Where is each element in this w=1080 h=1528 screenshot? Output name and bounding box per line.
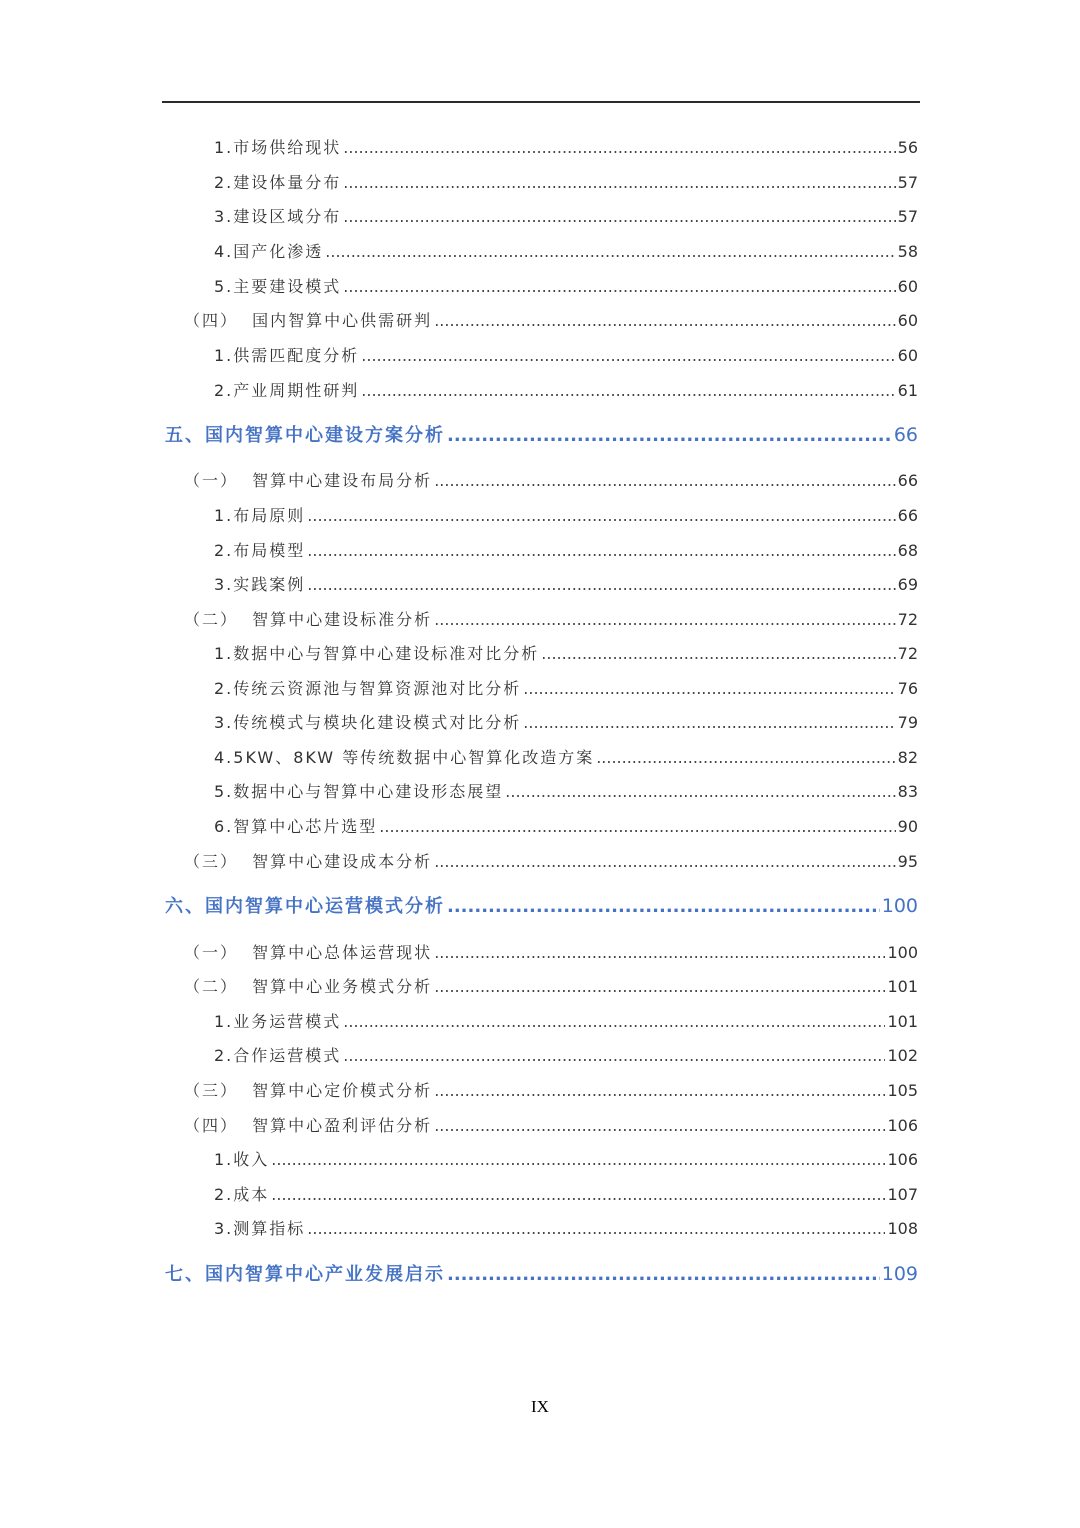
toc-page-number: 66 [893, 424, 918, 446]
toc-leader-dots [271, 1184, 885, 1206]
toc-entry-retrofit-plan[interactable] [214, 747, 918, 769]
toc-leader-dots [596, 747, 895, 769]
toc-entry-label: 1.业务运营模式 [214, 1012, 342, 1031]
toc-entry-metrics[interactable] [214, 1218, 918, 1240]
toc-page-number: 106 [887, 1116, 918, 1135]
toc-leader-dots [361, 345, 895, 367]
toc-entry-practice-cases[interactable] [214, 574, 918, 596]
toc-entry-label: 3.建设区域分布 [214, 207, 342, 226]
toc-leader-dots [343, 276, 895, 298]
toc-leader-dots [271, 1149, 885, 1171]
toc-leader-dots [434, 310, 895, 332]
toc-entry-revenue[interactable] [214, 1149, 918, 1171]
toc-entry-label: （三） 智算中心建设成本分析 [184, 852, 433, 871]
toc-leader-dots [379, 816, 895, 838]
toc-entry-build-modes[interactable] [214, 276, 918, 298]
toc-entry-label: 4.国产化渗透 [214, 242, 324, 261]
toc-entry-label: （一） 智算中心总体运营现状 [184, 943, 433, 962]
toc-leader-dots [434, 1080, 885, 1102]
toc-leader-dots [325, 241, 895, 263]
toc-entry-label: （三） 智算中心定价模式分析 [184, 1081, 433, 1100]
toc-page-number: 72 [897, 610, 918, 629]
toc-entry-label: 5.主要建设模式 [214, 277, 342, 296]
toc-entry-label: （四） 智算中心盈利评估分析 [184, 1116, 433, 1135]
toc-page-number: 101 [887, 1012, 918, 1031]
toc-leader-dots [343, 1045, 885, 1067]
toc-leader-dots [434, 942, 885, 964]
toc-leader-dots [447, 425, 892, 447]
toc-entry-label: （二） 智算中心建设标准分析 [184, 610, 433, 629]
toc-leader-dots [434, 851, 895, 873]
toc-leader-dots [434, 976, 885, 998]
toc-entry-layout-principles[interactable] [214, 505, 918, 527]
toc-page-number: 90 [897, 817, 918, 836]
toc-entry-domestic-penetration[interactable] [214, 241, 918, 263]
toc-page-number: 60 [897, 277, 918, 296]
toc-entry-industry-cycle[interactable] [214, 380, 918, 402]
toc-leader-dots [307, 505, 895, 527]
toc-entry-business-operation[interactable] [214, 1011, 918, 1033]
toc-entry-label: （四） 国内智算中心供需研判 [184, 311, 433, 330]
toc-leader-dots [361, 380, 895, 402]
header-rule [162, 101, 920, 103]
toc-page-number: 100 [887, 943, 918, 962]
toc-leader-dots [307, 574, 895, 596]
toc-page-number: 100 [881, 895, 918, 917]
toc-entry-pricing-model[interactable] [184, 1080, 918, 1102]
toc-entry-label: 5.数据中心与智算中心建设形态展望 [214, 782, 504, 801]
toc-leader-dots [434, 470, 895, 492]
toc-leader-dots [307, 1218, 885, 1240]
toc-entry-form-outlook[interactable] [214, 781, 918, 803]
toc-entry-label: 2.合作运营模式 [214, 1046, 342, 1065]
toc-entry-chip-selection[interactable] [214, 816, 918, 838]
toc-page-number: 79 [897, 713, 918, 732]
toc-leader-dots [447, 1264, 880, 1286]
toc-page-number: 101 [887, 977, 918, 996]
toc-entry-resource-pool-comparison[interactable] [214, 678, 918, 700]
toc-chapter-6[interactable] [165, 895, 918, 918]
toc-entry-layout-analysis[interactable] [184, 470, 918, 492]
toc-page-number: 60 [897, 311, 918, 330]
toc-entry-label: （一） 智算中心建设布局分析 [184, 471, 433, 490]
toc-entry-label: 2.建设体量分布 [214, 173, 342, 192]
toc-page-number: 108 [887, 1219, 918, 1238]
toc-leader-dots [343, 206, 895, 228]
toc-entry-label: 2.布局模型 [214, 541, 306, 560]
toc-entry-standards-analysis[interactable] [184, 609, 918, 631]
toc-entry-business-model[interactable] [184, 976, 918, 998]
toc-leader-dots [307, 540, 895, 562]
toc-entry-label: 1.供需匹配度分析 [214, 346, 360, 365]
toc-leader-dots [447, 896, 880, 918]
toc-chapter-label: 七、国内智算中心产业发展启示 [165, 1264, 445, 1285]
toc-entry-label: 1.收入 [214, 1150, 270, 1169]
toc-entry-operation-status[interactable] [184, 942, 918, 964]
toc-entry-profit-evaluation[interactable] [184, 1115, 918, 1137]
toc-leader-dots [523, 678, 895, 700]
toc-entry-label: 2.产业周期性研判 [214, 381, 360, 400]
toc-entry-label: 4.5KW、8KW 等传统数据中心智算化改造方案 [214, 748, 595, 767]
toc-page-number: 76 [897, 679, 918, 698]
toc-leader-dots [541, 643, 895, 665]
toc-page-number: 60 [897, 346, 918, 365]
toc-entry-supply-demand[interactable] [184, 310, 918, 332]
toc-page-number: 68 [897, 541, 918, 560]
page-number: IX [531, 1397, 549, 1416]
toc-entry-label: 1.布局原则 [214, 506, 306, 525]
toc-entry-layout-model[interactable] [214, 540, 918, 562]
toc-entry-label: 6.智算中心芯片选型 [214, 817, 378, 836]
toc-leader-dots [343, 172, 895, 194]
toc-entry-standards-comparison[interactable] [214, 643, 918, 665]
toc-entry-label: 3.实践案例 [214, 575, 306, 594]
toc-entry-build-region[interactable] [214, 206, 918, 228]
toc-chapter-5[interactable] [165, 424, 918, 447]
toc-entry-label: 2.成本 [214, 1185, 270, 1204]
toc-page-number: 109 [881, 1263, 918, 1285]
toc-page-number: 61 [897, 381, 918, 400]
toc-entry-label: 3.测算指标 [214, 1219, 306, 1238]
toc-page-number: 72 [897, 644, 918, 663]
toc-entry-matching-analysis[interactable] [214, 345, 918, 367]
toc-page-number: 57 [897, 173, 918, 192]
toc-leader-dots [434, 609, 895, 631]
toc-page-number: 102 [887, 1046, 918, 1065]
toc-page-number: 95 [897, 852, 918, 871]
toc-page-number: 58 [897, 242, 918, 261]
toc-leader-dots [343, 137, 895, 159]
toc-chapter-7[interactable] [165, 1263, 918, 1286]
toc-entry-label: （二） 智算中心业务模式分析 [184, 977, 433, 996]
toc-page-number: 105 [887, 1081, 918, 1100]
toc-chapter-label: 五、国内智算中心建设方案分析 [165, 425, 445, 446]
toc-entry-cost[interactable] [214, 1184, 918, 1206]
toc-entry-label: 1.数据中心与智算中心建设标准对比分析 [214, 644, 540, 663]
toc-page-number: 106 [887, 1150, 918, 1169]
toc-entry-build-volume[interactable] [214, 172, 918, 194]
toc-page-number: 66 [897, 471, 918, 490]
toc-leader-dots [505, 781, 895, 803]
toc-chapter-label: 六、国内智算中心运营模式分析 [165, 896, 445, 917]
toc-entry-label: 2.传统云资源池与智算资源池对比分析 [214, 679, 522, 698]
toc-page-number: 82 [897, 748, 918, 767]
toc-page-number: 57 [897, 207, 918, 226]
toc-leader-dots [434, 1115, 885, 1137]
toc-entry-market-supply[interactable] [214, 137, 918, 159]
toc-leader-dots [523, 712, 895, 734]
toc-entry-modular-comparison[interactable] [214, 712, 918, 734]
toc-entry-label: 1.市场供给现状 [214, 138, 342, 157]
toc-page-number: 69 [897, 575, 918, 594]
toc-entry-cooperative-operation[interactable] [214, 1045, 918, 1067]
toc-page-number: 66 [897, 506, 918, 525]
toc-page-number: 83 [897, 782, 918, 801]
toc-leader-dots [343, 1011, 885, 1033]
toc-page-number: 56 [897, 138, 918, 157]
toc-entry-label: 3.传统模式与模块化建设模式对比分析 [214, 713, 522, 732]
toc-entry-cost-analysis[interactable] [184, 851, 918, 873]
toc-page-number: 107 [887, 1185, 918, 1204]
